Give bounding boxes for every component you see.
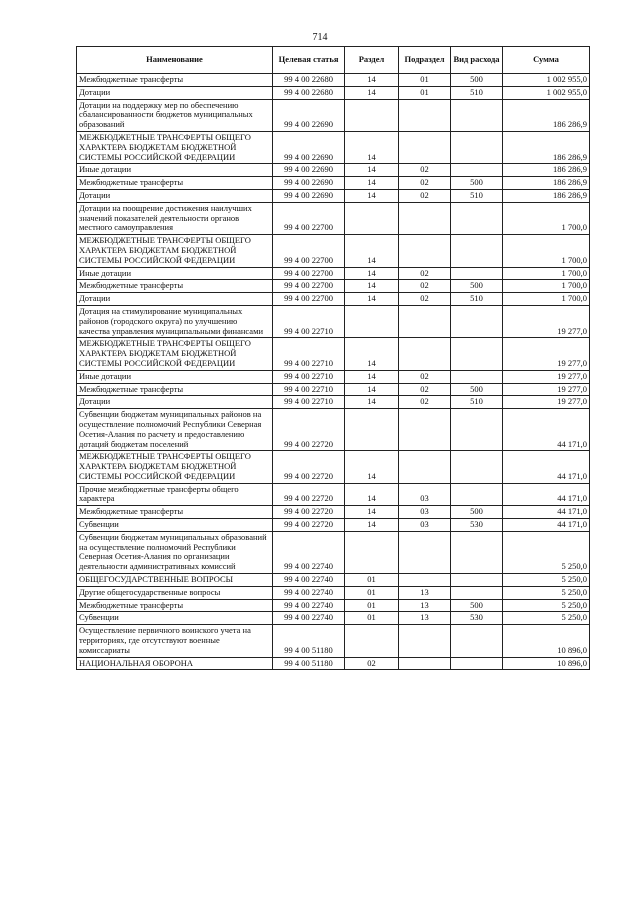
row-sum: 5 250,0 [503, 586, 590, 599]
table-row [77, 280, 590, 293]
row-sum: 1 700,0 [503, 235, 590, 267]
row-expense-type: 500 [451, 280, 503, 293]
row-expense-type: 530 [451, 612, 503, 625]
row-expense-type [451, 483, 503, 506]
row-sum: 19 277,0 [503, 338, 590, 370]
row-code: 99 4 00 22740 [273, 612, 345, 625]
row-section: 14 [345, 235, 399, 267]
row-section: 14 [345, 131, 399, 163]
row-subsection: 02 [399, 280, 451, 293]
row-section [345, 531, 399, 573]
row-section [345, 409, 399, 451]
row-subsection [399, 235, 451, 267]
row-expense-type [451, 625, 503, 657]
row-subsection: 13 [399, 599, 451, 612]
row-code: 99 4 00 51180 [273, 657, 345, 670]
row-sum: 10 896,0 [503, 657, 590, 670]
table-row [77, 396, 590, 409]
row-subsection [399, 531, 451, 573]
row-code: 99 4 00 22710 [273, 396, 345, 409]
row-section: 14 [345, 280, 399, 293]
row-expense-type [451, 99, 503, 131]
row-name: Другие общегосударственные вопросы [77, 586, 273, 599]
row-subsection: 02 [399, 267, 451, 280]
row-code: 99 4 00 22690 [273, 131, 345, 163]
row-name: Субвенции [77, 519, 273, 532]
row-sum: 19 277,0 [503, 370, 590, 383]
row-subsection [399, 409, 451, 451]
row-name: МЕЖБЮДЖЕТНЫЕ ТРАНСФЕРТЫ ОБЩЕГО ХАРАКТЕРА БЮДЖЕТАМ БЮДЖЕТНОЙ СИСТЕМЫ РОССИЙСКОЙ ФЕДЕРАЦИИ [77, 338, 273, 370]
row-code: 99 4 00 22700 [273, 267, 345, 280]
row-section: 14 [345, 370, 399, 383]
row-subsection [399, 131, 451, 163]
row-subsection: 03 [399, 483, 451, 506]
table-row [77, 506, 590, 519]
row-expense-type [451, 164, 503, 177]
table-row [77, 519, 590, 532]
row-expense-type: 510 [451, 189, 503, 202]
header-section: Раздел [345, 47, 399, 74]
row-name: Межбюджетные трансферты [77, 177, 273, 190]
row-section: 14 [345, 519, 399, 532]
row-code: 99 4 00 22740 [273, 586, 345, 599]
row-expense-type [451, 586, 503, 599]
row-subsection [399, 99, 451, 131]
row-section: 14 [345, 177, 399, 190]
row-name: Межбюджетные трансферты [77, 506, 273, 519]
row-section: 14 [345, 189, 399, 202]
row-name: Дотации [77, 189, 273, 202]
table-row [77, 451, 590, 483]
row-section [345, 305, 399, 337]
row-name: МЕЖБЮДЖЕТНЫЕ ТРАНСФЕРТЫ ОБЩЕГО ХАРАКТЕРА БЮДЖЕТАМ БЮДЖЕТНОЙ СИСТЕМЫ РОССИЙСКОЙ ФЕДЕРАЦИИ [77, 131, 273, 163]
row-code: 99 4 00 22700 [273, 202, 345, 234]
row-code: 99 4 00 22690 [273, 99, 345, 131]
row-sum: 5 250,0 [503, 599, 590, 612]
row-sum: 186 286,9 [503, 189, 590, 202]
row-name: Дотации [77, 86, 273, 99]
row-sum: 19 277,0 [503, 383, 590, 396]
table-row [77, 483, 590, 506]
row-code: 99 4 00 22710 [273, 383, 345, 396]
row-code: 99 4 00 22720 [273, 506, 345, 519]
row-name: Прочие межбюджетные трансферты общего характера [77, 483, 273, 506]
row-section: 02 [345, 657, 399, 670]
row-name: Осуществление первичного воинского учета на территориях, где отсутствуют военные комиссариаты [77, 625, 273, 657]
row-expense-type: 510 [451, 86, 503, 99]
row-subsection: 03 [399, 519, 451, 532]
row-code: 99 4 00 22710 [273, 338, 345, 370]
row-section: 14 [345, 86, 399, 99]
row-subsection: 02 [399, 370, 451, 383]
row-subsection: 02 [399, 396, 451, 409]
row-code: 99 4 00 22690 [273, 189, 345, 202]
row-expense-type [451, 202, 503, 234]
row-expense-type: 510 [451, 396, 503, 409]
row-expense-type: 530 [451, 519, 503, 532]
row-name: Дотации [77, 396, 273, 409]
row-subsection: 01 [399, 74, 451, 87]
row-section: 14 [345, 506, 399, 519]
row-expense-type [451, 370, 503, 383]
row-subsection: 02 [399, 189, 451, 202]
row-subsection [399, 625, 451, 657]
row-sum: 1 700,0 [503, 280, 590, 293]
row-subsection [399, 338, 451, 370]
row-name: Иные дотации [77, 370, 273, 383]
row-subsection: 02 [399, 177, 451, 190]
row-code: 99 4 00 22710 [273, 305, 345, 337]
table-row [77, 235, 590, 267]
row-name: МЕЖБЮДЖЕТНЫЕ ТРАНСФЕРТЫ ОБЩЕГО ХАРАКТЕРА БЮДЖЕТАМ БЮДЖЕТНОЙ СИСТЕМЫ РОССИЙСКОЙ ФЕДЕРАЦИИ [77, 451, 273, 483]
row-code: 99 4 00 22680 [273, 86, 345, 99]
row-section [345, 625, 399, 657]
row-expense-type [451, 574, 503, 587]
row-section: 14 [345, 451, 399, 483]
row-sum: 5 250,0 [503, 574, 590, 587]
row-code: 99 4 00 22740 [273, 599, 345, 612]
table-row [77, 531, 590, 573]
row-name: Дотации на поощрение достижения наилучших значений показателей деятельности органов местного самоуправления [77, 202, 273, 234]
row-subsection [399, 657, 451, 670]
row-name: Межбюджетные трансферты [77, 280, 273, 293]
row-sum: 1 700,0 [503, 267, 590, 280]
table-row [77, 177, 590, 190]
table-row [77, 74, 590, 87]
row-name: НАЦИОНАЛЬНАЯ ОБОРОНА [77, 657, 273, 670]
row-sum: 44 171,0 [503, 409, 590, 451]
row-subsection: 01 [399, 86, 451, 99]
row-expense-type [451, 305, 503, 337]
row-expense-type: 500 [451, 74, 503, 87]
table-row [77, 599, 590, 612]
row-section: 01 [345, 586, 399, 599]
row-code: 99 4 00 22700 [273, 293, 345, 306]
row-sum: 186 286,9 [503, 131, 590, 163]
row-name: Дотации на поддержку мер по обеспечению сбалансированности бюджетов муниципальных образований [77, 99, 273, 131]
row-subsection: 02 [399, 383, 451, 396]
row-sum: 1 002 955,0 [503, 74, 590, 87]
row-expense-type [451, 657, 503, 670]
row-name: Межбюджетные трансферты [77, 383, 273, 396]
row-section: 14 [345, 396, 399, 409]
row-expense-type [451, 131, 503, 163]
table-row [77, 409, 590, 451]
header-code: Целевая статья [273, 47, 345, 74]
row-expense-type [451, 531, 503, 573]
row-subsection [399, 305, 451, 337]
row-expense-type: 500 [451, 383, 503, 396]
row-code: 99 4 00 22680 [273, 74, 345, 87]
row-code: 99 4 00 22720 [273, 451, 345, 483]
table-row [77, 99, 590, 131]
row-subsection: 02 [399, 293, 451, 306]
row-sum: 44 171,0 [503, 483, 590, 506]
row-name: Иные дотации [77, 267, 273, 280]
table-row [77, 370, 590, 383]
row-code: 99 4 00 22710 [273, 370, 345, 383]
table-row [77, 189, 590, 202]
row-sum: 186 286,9 [503, 99, 590, 131]
row-section: 14 [345, 267, 399, 280]
row-sum: 1 700,0 [503, 202, 590, 234]
row-name: Дотации [77, 293, 273, 306]
row-expense-type [451, 338, 503, 370]
row-code: 99 4 00 22690 [273, 164, 345, 177]
row-sum: 1 700,0 [503, 293, 590, 306]
table-row [77, 625, 590, 657]
row-expense-type [451, 409, 503, 451]
row-sum: 186 286,9 [503, 177, 590, 190]
row-code: 99 4 00 22720 [273, 483, 345, 506]
row-subsection: 13 [399, 586, 451, 599]
table-row [77, 293, 590, 306]
budget-table [76, 46, 590, 670]
row-section: 01 [345, 612, 399, 625]
row-name: ОБЩЕГОСУДАРСТВЕННЫЕ ВОПРОСЫ [77, 574, 273, 587]
row-code: 99 4 00 22700 [273, 280, 345, 293]
row-section: 14 [345, 483, 399, 506]
row-section [345, 99, 399, 131]
row-name: Субвенции бюджетам муниципальных районов на осуществление полномочий Республики Северная Осетия-Алания по расчету и предоставлению дотаций бюджетам поселений [77, 409, 273, 451]
table-body [77, 74, 590, 670]
row-code: 99 4 00 22720 [273, 409, 345, 451]
row-sum: 1 002 955,0 [503, 86, 590, 99]
row-subsection [399, 451, 451, 483]
row-expense-type [451, 451, 503, 483]
row-sum: 44 171,0 [503, 506, 590, 519]
table-row [77, 131, 590, 163]
row-sum: 44 171,0 [503, 451, 590, 483]
header-subsection: Подраздел [399, 47, 451, 74]
table-row [77, 338, 590, 370]
row-expense-type: 510 [451, 293, 503, 306]
row-code: 99 4 00 22720 [273, 519, 345, 532]
page-number: 714 [312, 32, 328, 43]
row-name: Субвенции бюджетам муниципальных образований на осуществление полномочий Республики Северная Осетия-Алания по организации деятельности административных комиссий [77, 531, 273, 573]
table-header-row [77, 47, 590, 74]
table-row [77, 202, 590, 234]
table-row [77, 164, 590, 177]
row-expense-type [451, 235, 503, 267]
table-row [77, 267, 590, 280]
table-row [77, 657, 590, 670]
row-section: 14 [345, 383, 399, 396]
row-name: Дотация на стимулирование муниципальных районов (городского округа) по улучшению качества управления муниципальными финансами [77, 305, 273, 337]
row-code: 99 4 00 51180 [273, 625, 345, 657]
row-expense-type [451, 267, 503, 280]
row-section: 14 [345, 338, 399, 370]
row-name: Иные дотации [77, 164, 273, 177]
row-expense-type: 500 [451, 599, 503, 612]
row-code: 99 4 00 22700 [273, 235, 345, 267]
table-row [77, 86, 590, 99]
row-name: Субвенции [77, 612, 273, 625]
row-expense-type: 500 [451, 177, 503, 190]
header-sum: Сумма [503, 47, 590, 74]
row-code: 99 4 00 22740 [273, 574, 345, 587]
table-row [77, 383, 590, 396]
row-subsection [399, 574, 451, 587]
table-row [77, 574, 590, 587]
row-subsection: 13 [399, 612, 451, 625]
header-name: Наименование [77, 47, 273, 74]
row-sum: 19 277,0 [503, 305, 590, 337]
table-row [77, 305, 590, 337]
row-section: 01 [345, 574, 399, 587]
row-section: 14 [345, 164, 399, 177]
row-expense-type: 500 [451, 506, 503, 519]
row-name: Межбюджетные трансферты [77, 74, 273, 87]
row-subsection: 02 [399, 164, 451, 177]
row-name: МЕЖБЮДЖЕТНЫЕ ТРАНСФЕРТЫ ОБЩЕГО ХАРАКТЕРА БЮДЖЕТАМ БЮДЖЕТНОЙ СИСТЕМЫ РОССИЙСКОЙ ФЕДЕРАЦИИ [77, 235, 273, 267]
row-section: 14 [345, 74, 399, 87]
row-code: 99 4 00 22740 [273, 531, 345, 573]
row-sum: 10 896,0 [503, 625, 590, 657]
row-name: Межбюджетные трансферты [77, 599, 273, 612]
row-section [345, 202, 399, 234]
row-sum: 5 250,0 [503, 612, 590, 625]
row-sum: 186 286,9 [503, 164, 590, 177]
row-code: 99 4 00 22690 [273, 177, 345, 190]
table-row [77, 612, 590, 625]
table-row [77, 586, 590, 599]
row-sum: 5 250,0 [503, 531, 590, 573]
row-section: 01 [345, 599, 399, 612]
row-sum: 44 171,0 [503, 519, 590, 532]
row-subsection: 03 [399, 506, 451, 519]
header-expense-type: Вид расхода [451, 47, 503, 74]
row-sum: 19 277,0 [503, 396, 590, 409]
row-section: 14 [345, 293, 399, 306]
row-subsection [399, 202, 451, 234]
